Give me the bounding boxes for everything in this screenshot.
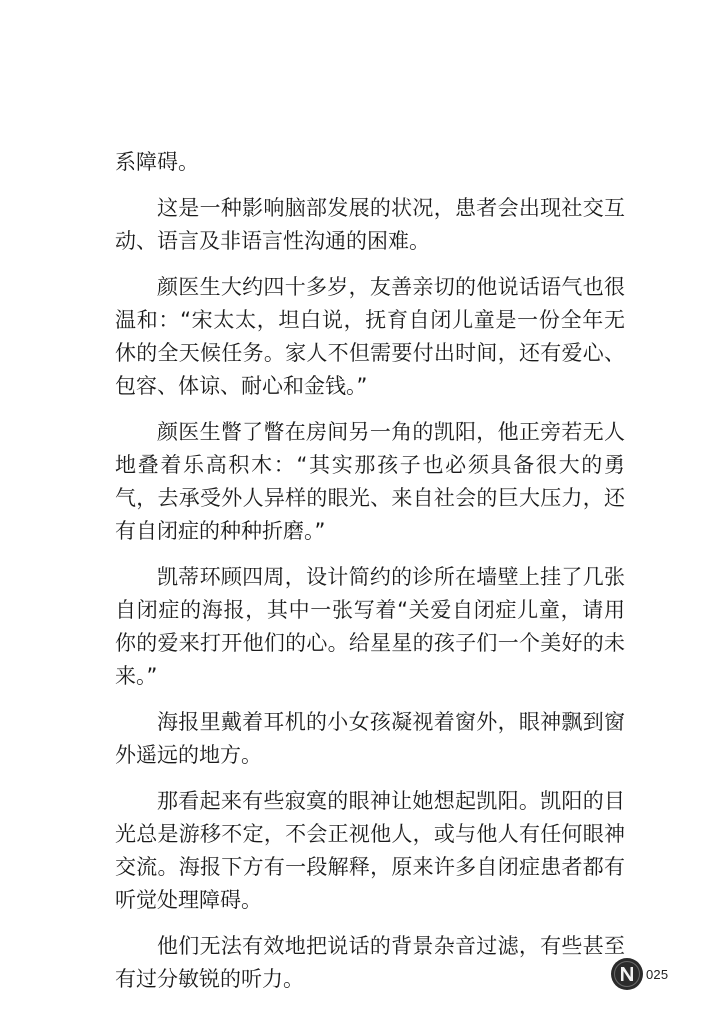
paragraph: 这是一种影响脑部发展的状况，患者会出现社交互动、语言及非语言性沟通的困难。 bbox=[115, 196, 625, 253]
paragraph-continuation: 系障碍。 bbox=[115, 150, 199, 174]
paragraph: 那看起来有些寂寞的眼神让她想起凯阳。凯阳的目光总是游移不定，不会正视他人，或与他人有任何眼神交流。海报下方有一段解释，原来许多自闭症患者都有听觉处理障碍。 bbox=[115, 789, 625, 912]
body-text bbox=[115, 146, 625, 1009]
paragraph: 颜医生瞥了瞥在房间另一角的凯阳，他正旁若无人地叠着乐高积木：“其实那孩子也必须具备很大的勇气，去承受外人异样的眼光、来自社会的巨大压力，还有自闭症的种种折磨。” bbox=[115, 420, 625, 543]
paragraph: 颜医生大约四十多岁，友善亲切的他说话语气也很温和：“宋太太，坦白说，抚育自闭儿童是一份全年无休的全天候任务。家人不但需要付出时间，还有爱心、包容、体谅、耐心和金钱。” bbox=[115, 275, 625, 398]
paragraph: 他们无法有效地把说话的背景杂音过滤，有些甚至有过分敏锐的听力。 bbox=[115, 934, 625, 991]
paragraph: 海报里戴着耳机的小女孩凝视着窗外，眼神飘到窗外遥远的地方。 bbox=[115, 710, 625, 767]
publisher-logo-icon bbox=[611, 958, 643, 990]
paragraph: 凯蒂环顾四周，设计简约的诊所在墙壁上挂了几张自闭症的海报，其中一张写着“关爱自闭症儿童，请用你的爱来打开他们的心。给星星的孩子们一个美好的未来。” bbox=[115, 565, 625, 688]
page-footer bbox=[611, 957, 668, 991]
page-number: 025 bbox=[646, 966, 669, 982]
